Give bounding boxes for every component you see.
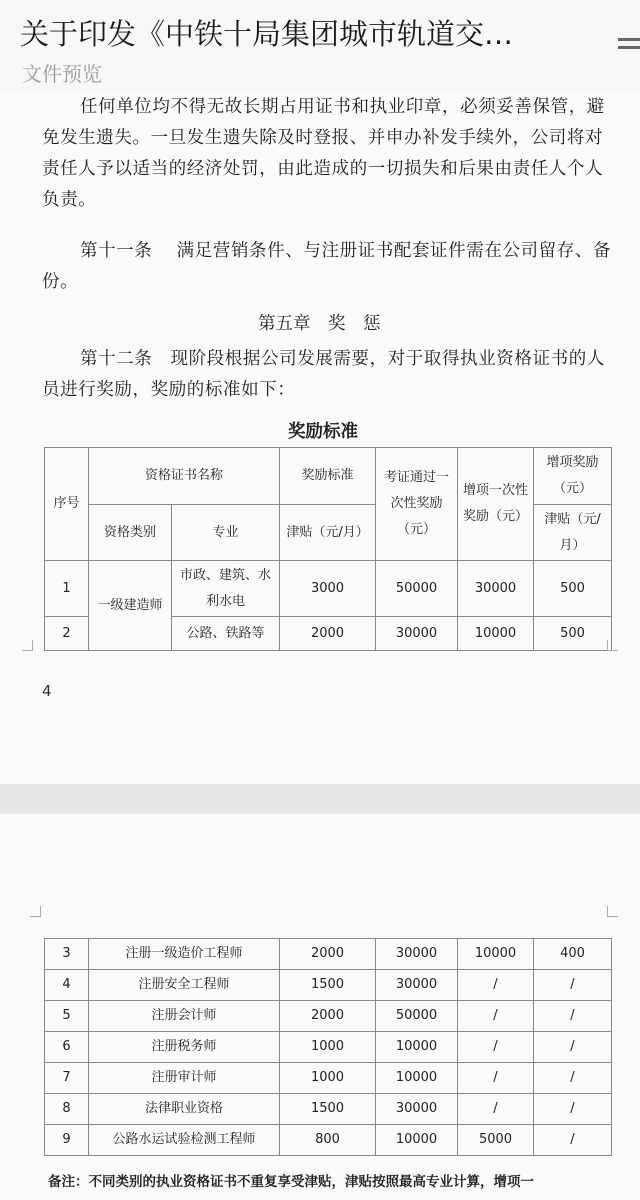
cell-add-once: / xyxy=(458,970,534,1001)
header-standard: 奖励标准 xyxy=(280,448,376,505)
cell-name: 法律职业资格 xyxy=(89,1094,280,1125)
cell-add-allow: 500 xyxy=(534,617,612,651)
table-row xyxy=(45,1063,612,1094)
cell-add-once: / xyxy=(458,1094,534,1125)
page-separator xyxy=(0,784,640,814)
crop-mark xyxy=(30,906,41,917)
header-category: 资格类别 xyxy=(89,505,172,561)
header-major: 专业 xyxy=(172,505,280,561)
paragraph-article-12: 第十二条 现阶段根据公司发展需要，对于取得执业资格证书的人员进行奖励，奖励的标准如下： xyxy=(42,349,605,400)
cell-name: 注册安全工程师 xyxy=(89,970,280,1001)
cell-add-once: 10000 xyxy=(458,939,534,970)
cell-seq: 6 xyxy=(45,1032,89,1063)
chapter-heading: 第五章 奖 惩 xyxy=(258,314,381,334)
crop-mark xyxy=(22,640,33,651)
cell-standard: 1500 xyxy=(280,970,376,1001)
table-row xyxy=(45,561,612,617)
cell-name: 注册一级造价工程师 xyxy=(89,939,280,970)
cell-once: 30000 xyxy=(376,939,458,970)
cell-add-allow: / xyxy=(534,1001,612,1032)
table-row xyxy=(45,970,612,1001)
cell-once: 10000 xyxy=(376,1063,458,1094)
cell-standard: 2000 xyxy=(280,939,376,970)
cell-add-once: 30000 xyxy=(458,561,534,617)
cell-seq: 2 xyxy=(45,617,89,651)
cell-once: 30000 xyxy=(376,617,458,651)
cell-standard: 3000 xyxy=(280,561,376,617)
header-seq: 序号 xyxy=(45,448,89,561)
cell-seq: 3 xyxy=(45,939,89,970)
table-row xyxy=(45,1032,612,1063)
cell-add-once: 5000 xyxy=(458,1125,534,1156)
cell-add-allow: 400 xyxy=(534,939,612,970)
paragraph-article-11: 第十一条 满足营销条件、与注册证书配套证件需在公司留存、备份。 xyxy=(42,241,612,292)
table-row xyxy=(45,1094,612,1125)
cell-add-once: / xyxy=(458,1032,534,1063)
cell-name: 注册税务师 xyxy=(89,1032,280,1063)
cell-once: 10000 xyxy=(376,1032,458,1063)
crop-mark xyxy=(607,906,618,917)
cell-add-once: 10000 xyxy=(458,617,534,651)
header-cert-name: 资格证书名称 xyxy=(89,448,280,505)
cell-seq: 7 xyxy=(45,1063,89,1094)
preview-subtitle: 文件预览 xyxy=(22,62,102,86)
cell-standard: 1000 xyxy=(280,1063,376,1094)
cell-standard: 1500 xyxy=(280,1094,376,1125)
cell-name: 注册审计师 xyxy=(89,1063,280,1094)
cell-seq: 1 xyxy=(45,561,89,617)
page-number: 4 xyxy=(42,682,52,700)
header-add-once: 增项一次性奖励（元） xyxy=(458,448,534,561)
cell-seq: 9 xyxy=(45,1125,89,1156)
cell-standard: 800 xyxy=(280,1125,376,1156)
cell-add-once: / xyxy=(458,1001,534,1032)
table-row xyxy=(45,939,612,970)
header-allowance: 津贴（元/月） xyxy=(280,505,376,561)
cell-name: 公路水运试验检测工程师 xyxy=(89,1125,280,1156)
cell-seq: 8 xyxy=(45,1094,89,1125)
cell-once: 50000 xyxy=(376,561,458,617)
paragraph-certificate-loss: 任何单位均不得无故长期占用证书和执业印章，必须妥善保管，避免发生遗失。一旦发生遗失除及时登报、并申办补发手续外，公司将对责任人予以适当的经济处罚，由此造成的一切损失和后果由责任人个人负责。 xyxy=(42,97,605,210)
cell-standard: 1000 xyxy=(280,1032,376,1063)
cell-once: 30000 xyxy=(376,970,458,1001)
reward-table-part2 xyxy=(44,938,612,1156)
cell-add-allow: / xyxy=(534,970,612,1001)
cell-name: 注册会计师 xyxy=(89,1001,280,1032)
cell-add-allow: / xyxy=(534,1094,612,1125)
cell-category: 一级建造师 xyxy=(89,561,172,651)
table-note: 备注：不同类别的执业资格证书不重复享受津贴，津贴按照最高专业计算，增项一 xyxy=(48,1174,534,1190)
cell-add-allow: / xyxy=(534,1125,612,1156)
header-once: 考证通过一次性奖励（元） xyxy=(376,448,458,561)
cell-once: 30000 xyxy=(376,1094,458,1125)
header-add-allow: 增项奖励（元） xyxy=(534,448,612,505)
reward-table-part1 xyxy=(44,447,612,651)
cell-once: 10000 xyxy=(376,1125,458,1156)
crop-mark xyxy=(607,640,618,651)
cell-major: 市政、建筑、水利水电 xyxy=(172,561,280,617)
cell-add-once: / xyxy=(458,1063,534,1094)
preview-header xyxy=(0,0,640,92)
cell-standard: 2000 xyxy=(280,617,376,651)
cell-seq: 5 xyxy=(45,1001,89,1032)
cell-add-allow: / xyxy=(534,1063,612,1094)
table-row xyxy=(45,1125,612,1156)
cell-major: 公路、铁路等 xyxy=(172,617,280,651)
cell-add-allow: 500 xyxy=(534,561,612,617)
cell-standard: 2000 xyxy=(280,1001,376,1032)
cell-once: 50000 xyxy=(376,1001,458,1032)
document-title: 关于印发《中铁十局集团城市轨道交… xyxy=(20,17,514,51)
cell-seq: 4 xyxy=(45,970,89,1001)
table-title: 奖励标准 xyxy=(288,422,358,442)
hamburger-menu-icon[interactable] xyxy=(618,38,640,50)
table-row xyxy=(45,1001,612,1032)
header-add-allow-sub: 津贴（元/月） xyxy=(534,505,612,561)
cell-add-allow: / xyxy=(534,1032,612,1063)
